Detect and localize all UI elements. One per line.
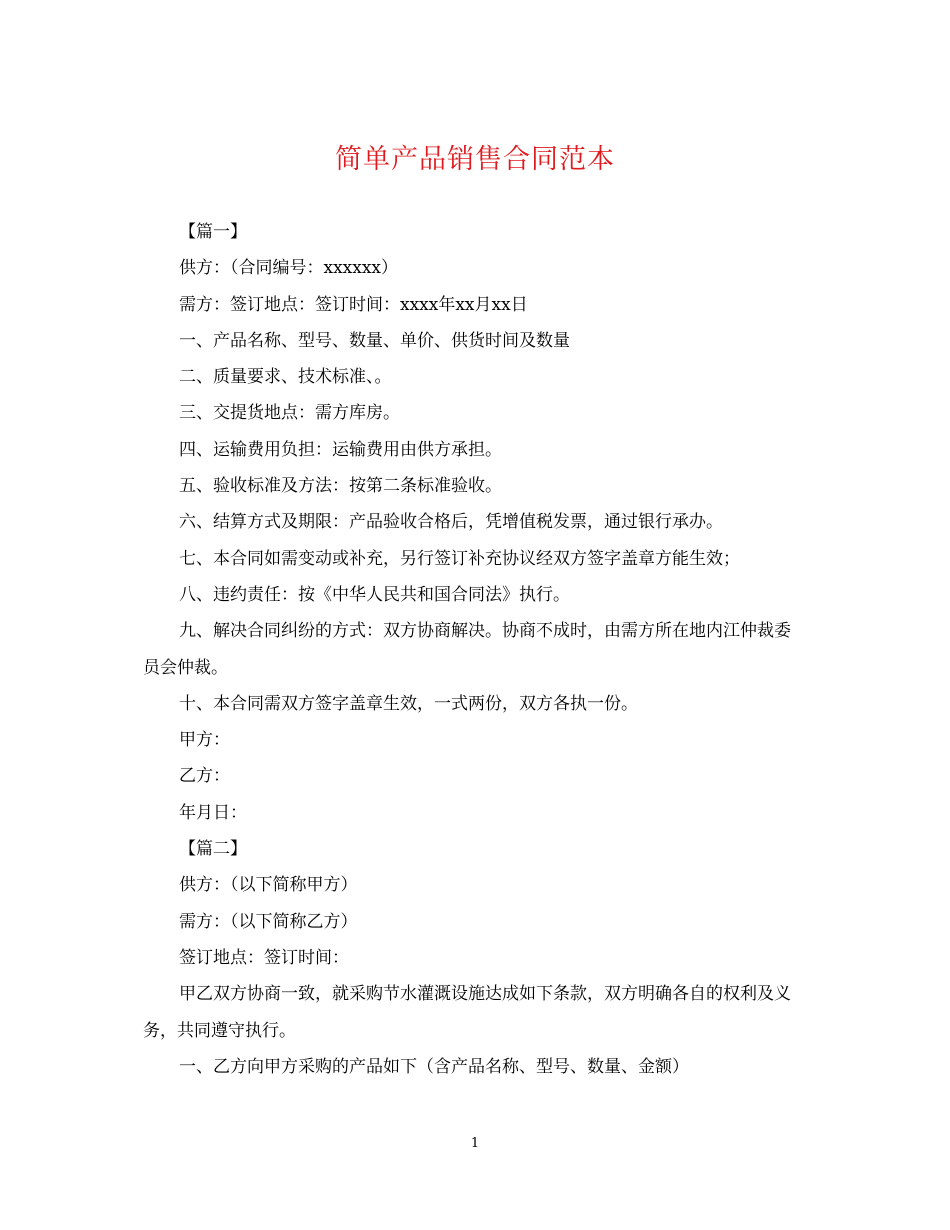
- buyer-line: 需方：签订地点：签订时间：xxxx年xx月xx日: [179, 294, 528, 315]
- clause-8: 八、违约责任：按《中华人民共和国合同法》执行。: [179, 584, 570, 605]
- page-number: 1: [470, 1136, 480, 1151]
- signing-line-2: 签订地点：签订时间：: [179, 947, 349, 968]
- clause-7: 七、本合同如需变动或补充，另行签订补充协议经双方签字盖章方能生效；: [179, 548, 740, 569]
- clause-3: 三、交提货地点：需方库房。: [179, 403, 400, 424]
- clause-5: 五、验收标准及方法：按第二条标准验收。: [179, 476, 502, 497]
- clause-6: 六、结算方式及期限：产品验收合格后，凭增值税发票，通过银行承办。: [179, 512, 723, 533]
- party-a-line: 甲方：: [179, 730, 230, 751]
- date-line: 年月日：: [179, 802, 247, 823]
- document-body: [143, 214, 798, 1085]
- section-heading-part2: 【篇二】: [179, 839, 247, 860]
- buyer-line-2: 需方：（以下简称乙方）: [179, 911, 358, 932]
- party-b-line: 乙方：: [179, 766, 230, 787]
- section-heading-part1: 【篇一】: [179, 222, 247, 242]
- agreement-paragraph: 甲乙双方协商一致，就采购节水灌溉设施达成如下条款，双方明确各自的权利及义务，共同遵守执行。: [143, 984, 791, 1041]
- supplier-line-2: 供方：（以下简称甲方）: [179, 875, 358, 896]
- clause-4: 四、运输费用负担：运输费用由供方承担。: [179, 439, 502, 460]
- document-title: 简单产品销售合同范本: [335, 144, 615, 175]
- clause-2: 二、质量要求、技术标准、。: [179, 367, 392, 388]
- clause-1: 一、产品名称、型号、数量、单价、供货时间及数量: [179, 330, 570, 351]
- clause-1-part2: 一、乙方向甲方采购的产品如下（含产品名称、型号、数量、金额）: [179, 1056, 689, 1077]
- clause-9: 九、解决合同纠纷的方式：双方协商解决。协商不成时，由需方所在地内江仲裁委员会仲裁。: [143, 621, 791, 678]
- clause-10: 十、本合同需双方签字盖章生效，一式两份，双方各执一份。: [179, 693, 638, 714]
- supplier-line: 供方：（合同编号：xxxxxx）: [179, 258, 399, 279]
